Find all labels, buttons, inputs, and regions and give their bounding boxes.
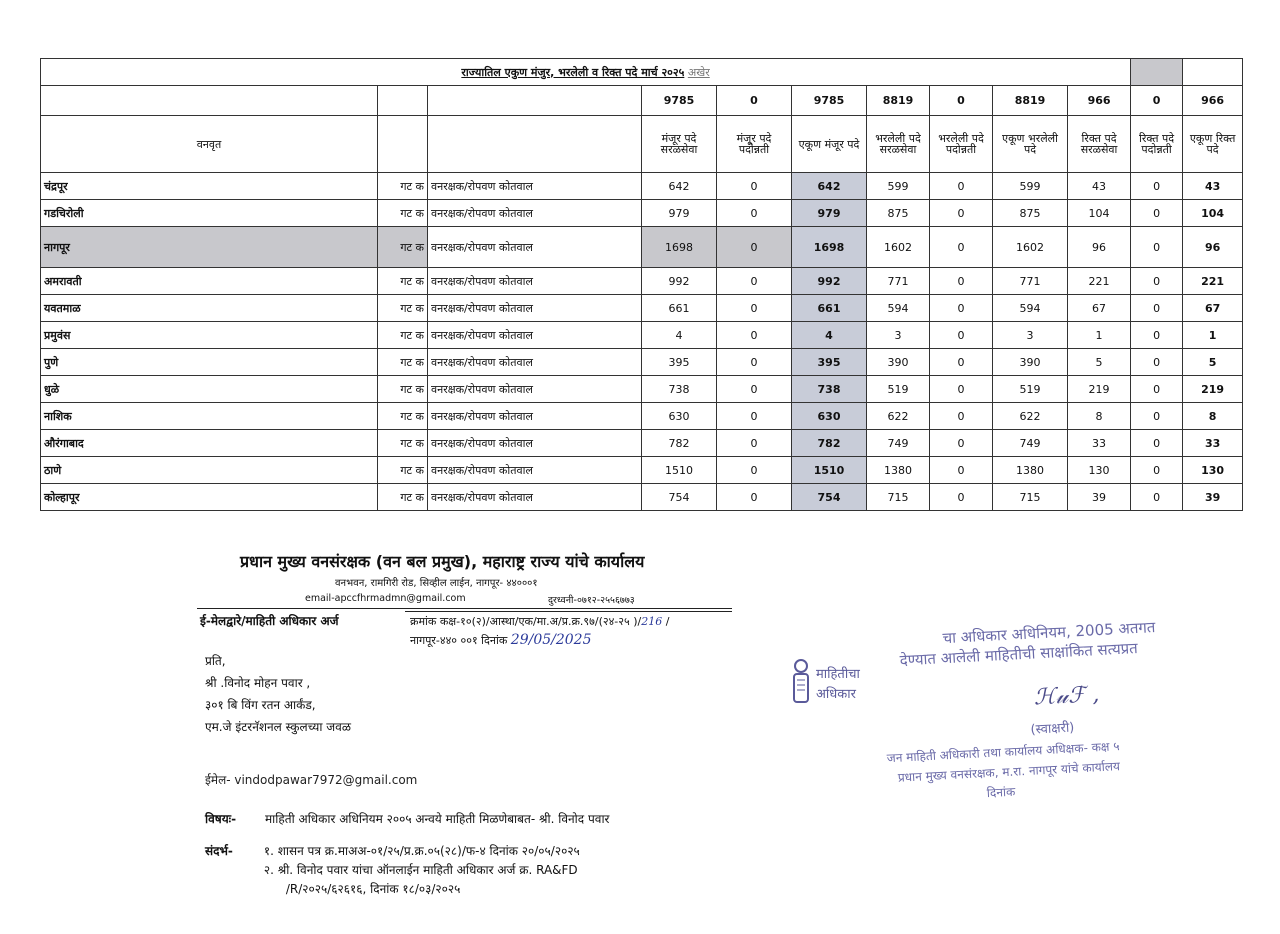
value-cell: 219 [1183,376,1243,403]
designation-cell: वनरक्षक/रोपवण कोतवाल [428,227,642,268]
value-cell: 754 [792,484,867,511]
rti-stamp: माहितीचा अधिकार [790,650,886,722]
value-cell: 0 [1131,227,1183,268]
group-cell: गट क [378,430,428,457]
value-cell: 0 [717,173,792,200]
designation-cell: वनरक्षक/रोपवण कोतवाल [428,322,642,349]
value-cell: 599 [867,173,930,200]
value-cell: 519 [867,376,930,403]
total-cell: 0 [1131,86,1183,116]
value-cell: 622 [867,403,930,430]
group-cell: गट क [378,200,428,227]
value-cell: 33 [1183,430,1243,457]
value-cell: 1510 [792,457,867,484]
value-cell: 771 [867,268,930,295]
column-header: भरलेली पदे सरळसेवा [867,116,930,173]
value-cell: 642 [792,173,867,200]
value-cell: 0 [717,457,792,484]
value-cell: 0 [1131,430,1183,457]
column-header: एकूण रिक्त पदे [1183,116,1243,173]
designation-cell: वनरक्षक/रोपवण कोतवाल [428,403,642,430]
circle-cell: औरंगाबाद [41,430,378,457]
header-row [41,116,1243,173]
handwritten-number: 216 [641,615,663,628]
column-header: मंजूर पदे पदोन्नती [717,116,792,173]
circle-cell: प्रमुवंस [41,322,378,349]
value-cell: 39 [1068,484,1131,511]
rti-title: ई-मेलद्वारे/माहिती अधिकार अर्ज [200,614,339,628]
value-cell: 0 [717,268,792,295]
group-cell: गट क [378,376,428,403]
total-cell: 9785 [642,86,717,116]
total-cell: 966 [1183,86,1243,116]
value-cell: 1698 [792,227,867,268]
value-cell: 754 [642,484,717,511]
group-cell: गट क [378,403,428,430]
circle-cell: कोल्हापूर [41,484,378,511]
value-cell: 622 [993,403,1068,430]
table-row [41,457,1243,484]
total-cell: 0 [717,86,792,116]
value-cell: 67 [1068,295,1131,322]
value-cell: 0 [717,200,792,227]
value-cell: 738 [792,376,867,403]
value-cell: 0 [930,173,993,200]
group-cell: गट क [378,173,428,200]
posts-table [40,58,1243,511]
value-cell: 0 [930,430,993,457]
value-cell: 1380 [867,457,930,484]
handwritten-date: 29/05/2025 [510,632,592,648]
value-cell: 0 [1131,349,1183,376]
value-cell: 749 [993,430,1068,457]
divider [197,608,732,609]
circle-cell: धुळे [41,376,378,403]
value-cell: 1 [1068,322,1131,349]
value-cell: 1 [1183,322,1243,349]
circle-cell: चंद्रपूर [41,173,378,200]
designation-cell: वनरक्षक/रोपवण कोतवाल [428,295,642,322]
value-cell: 0 [930,295,993,322]
office-name: प्रधान मुख्य वनसंरक्षक (वन बल प्रमुख), महाराष्ट्र राज्य यांचे कार्यालय [240,552,645,571]
value-cell: 4 [792,322,867,349]
value-cell: 0 [1131,484,1183,511]
column-header: मंजूर पदे सरळसेवा [642,116,717,173]
value-cell: 0 [930,484,993,511]
circle-cell: नागपूर [41,227,378,268]
value-cell: 43 [1183,173,1243,200]
certification-stamp: चा अधिकार अधिनियम, 2005 अतगत देण्यात आलेली माहितीची साक्षांकित सत्यप्रत ℋ𝓊ℱ , (स्वाक्षरी) जन माहिती अधिकारी तथा कार्यालय अधिक्षक- कक्ष ५ प्रधान मुख्य वनसंरक्षक, म.रा. नागपूर यांचे कार्यालय दिनांक [886,618,1156,801]
value-cell: 875 [867,200,930,227]
table-row [41,200,1243,227]
value-cell: 390 [993,349,1068,376]
value-cell: 782 [792,430,867,457]
group-cell: गट क [378,268,428,295]
value-cell: 395 [642,349,717,376]
value-cell: 0 [930,268,993,295]
column-header: रिक्त पदे पदोन्नती [1131,116,1183,173]
table-row [41,268,1243,295]
column-header: रिक्त पदे सरळसेवा [1068,116,1131,173]
value-cell: 219 [1068,376,1131,403]
table-title: राज्यातिल एकुण मंजुर, भरलेली व रिक्त पदे मार्च २०२५ अखेर [41,59,1131,86]
value-cell: 1602 [867,227,930,268]
value-cell: 130 [1183,457,1243,484]
total-cell: 8819 [993,86,1068,116]
group-cell: गट क [378,295,428,322]
subject: विषयः- माहिती अधिकार अधिनियम २००५ अन्वये माहिती मिळणेबाबत- श्री. विनोद पवार [205,812,610,826]
group-cell: गट क [378,227,428,268]
office-email: email-apccfhrmadmn@gmail.com [305,593,466,604]
value-cell: 1380 [993,457,1068,484]
value-cell: 130 [1068,457,1131,484]
value-cell: 738 [642,376,717,403]
table-row [41,430,1243,457]
column-header: एकूण भरलेली पदे [993,116,1068,173]
value-cell: 0 [1131,457,1183,484]
circle-cell: नाशिक [41,403,378,430]
group-cell: गट क [378,484,428,511]
value-cell: 0 [930,457,993,484]
column-header: भरलेली पदे पदोन्नती [930,116,993,173]
designation-cell: वनरक्षक/रोपवण कोतवाल [428,430,642,457]
value-cell: 104 [1068,200,1131,227]
value-cell: 0 [1131,322,1183,349]
value-cell: 0 [1131,173,1183,200]
value-cell: 0 [930,227,993,268]
recipient-address: प्रति, श्री .विनोद मोहन पवार , ३०१ बि विंग रतन आर्कंड, एम.जे इंटरनॅशनल स्कुलच्या जवळ [205,654,351,734]
value-cell: 630 [642,403,717,430]
value-cell: 0 [1131,376,1183,403]
value-cell: 5 [1068,349,1131,376]
circle-cell: ठाणे [41,457,378,484]
value-cell: 0 [717,430,792,457]
value-cell: 8 [1068,403,1131,430]
value-cell: 390 [867,349,930,376]
office-address: वनभवन, रामगिरी रोड, सिव्हील लाईन, नागपूर- ४४०००१ [335,578,538,589]
value-cell: 0 [717,322,792,349]
value-cell: 96 [1183,227,1243,268]
designation-cell: वनरक्षक/रोपवण कोतवाल [428,484,642,511]
table-row [41,173,1243,200]
value-cell: 221 [1183,268,1243,295]
designation-cell: वनरक्षक/रोपवण कोतवाल [428,268,642,295]
table-row [41,484,1243,511]
value-cell: 0 [717,227,792,268]
value-cell: 992 [792,268,867,295]
table-row [41,403,1243,430]
value-cell: 0 [930,322,993,349]
value-cell: 992 [642,268,717,295]
value-cell: 4 [642,322,717,349]
designation-cell: वनरक्षक/रोपवण कोतवाल [428,457,642,484]
value-cell: 0 [717,376,792,403]
group-cell: गट क [378,349,428,376]
value-cell: 0 [717,403,792,430]
value-cell: 33 [1068,430,1131,457]
circle-cell: गडचिरोली [41,200,378,227]
signature: ℋ𝓊ℱ , [1033,682,1100,711]
value-cell: 39 [1183,484,1243,511]
value-cell: 43 [1068,173,1131,200]
designation-cell: वनरक्षक/रोपवण कोतवाल [428,376,642,403]
value-cell: 771 [993,268,1068,295]
value-cell: 642 [642,173,717,200]
table-row [41,376,1243,403]
table-row [41,322,1243,349]
value-cell: 3 [993,322,1068,349]
value-cell: 630 [792,403,867,430]
value-cell: 0 [1131,403,1183,430]
value-cell: 0 [930,200,993,227]
value-cell: 0 [717,484,792,511]
value-cell: 0 [930,349,993,376]
value-cell: 221 [1068,268,1131,295]
group-cell: गट क [378,322,428,349]
value-cell: 1510 [642,457,717,484]
value-cell: 0 [930,403,993,430]
value-cell: 979 [792,200,867,227]
table-row [41,349,1243,376]
value-cell: 749 [867,430,930,457]
value-cell: 0 [1131,295,1183,322]
email-link[interactable]: vindodpawar7972@gmail.com [234,773,418,787]
table-row [41,295,1243,322]
value-cell: 661 [642,295,717,322]
value-cell: 979 [642,200,717,227]
value-cell: 1602 [993,227,1068,268]
value-cell: 0 [717,295,792,322]
value-cell: 594 [867,295,930,322]
designation-cell: वनरक्षक/रोपवण कोतवाल [428,173,642,200]
value-cell: 1698 [642,227,717,268]
value-cell: 0 [930,376,993,403]
value-cell: 519 [993,376,1068,403]
value-cell: 782 [642,430,717,457]
value-cell: 0 [1131,268,1183,295]
person-icon [790,658,812,706]
total-cell: 0 [930,86,993,116]
total-cell: 9785 [792,86,867,116]
value-cell: 715 [993,484,1068,511]
circle-cell: अमरावती [41,268,378,295]
total-cell: 8819 [867,86,930,116]
designation-cell: वनरक्षक/रोपवण कोतवाल [428,200,642,227]
column-header: एकूण मंजूर पदे [792,116,867,173]
recipient-email: ईमेल- vindodpawar7972@gmail.com [205,773,418,787]
place-date: नागपूर-४४० ००१ दिनांक 29/05/2025 [410,632,592,648]
value-cell: 5 [1183,349,1243,376]
table-body [41,173,1243,511]
circle-cell: यवतमाळ [41,295,378,322]
references: संदर्भ- १. शासन पत्र क्र.माअअ-०१/२५/प्र.क्र.०५(२८)/फ-४ दिनांक २०/०५/२०२५ २. श्री. विनोद पवार यांचा ऑनलाईन माहिती अधिकार अर्ज क्र. RA&FD /R/२०२५/६२६१६, दिनांक १८/०३/२०२५ [205,844,580,896]
value-cell: 8 [1183,403,1243,430]
total-cell: 966 [1068,86,1131,116]
value-cell: 599 [993,173,1068,200]
value-cell: 67 [1183,295,1243,322]
group-cell: गट क [378,457,428,484]
value-cell: 0 [1131,200,1183,227]
reference-number: क्रमांक कक्ष-१०(२)/आस्था/एक/मा.अ/प्र.क्र.९७/(२४-२५ )/216 / [410,615,670,628]
value-cell: 104 [1183,200,1243,227]
designation-cell: वनरक्षक/रोपवण कोतवाल [428,349,642,376]
value-cell: 715 [867,484,930,511]
value-cell: 96 [1068,227,1131,268]
value-cell: 395 [792,349,867,376]
value-cell: 661 [792,295,867,322]
value-cell: 875 [993,200,1068,227]
office-phone: दुरध्वनी-०७१२-२५५६७७३ [548,595,635,606]
value-cell: 3 [867,322,930,349]
divider [405,611,732,612]
totals-row [41,86,1243,116]
circle-cell: पुणे [41,349,378,376]
value-cell: 594 [993,295,1068,322]
value-cell: 0 [717,349,792,376]
table-row [41,227,1243,268]
circle-header: वनवृत [41,116,378,173]
